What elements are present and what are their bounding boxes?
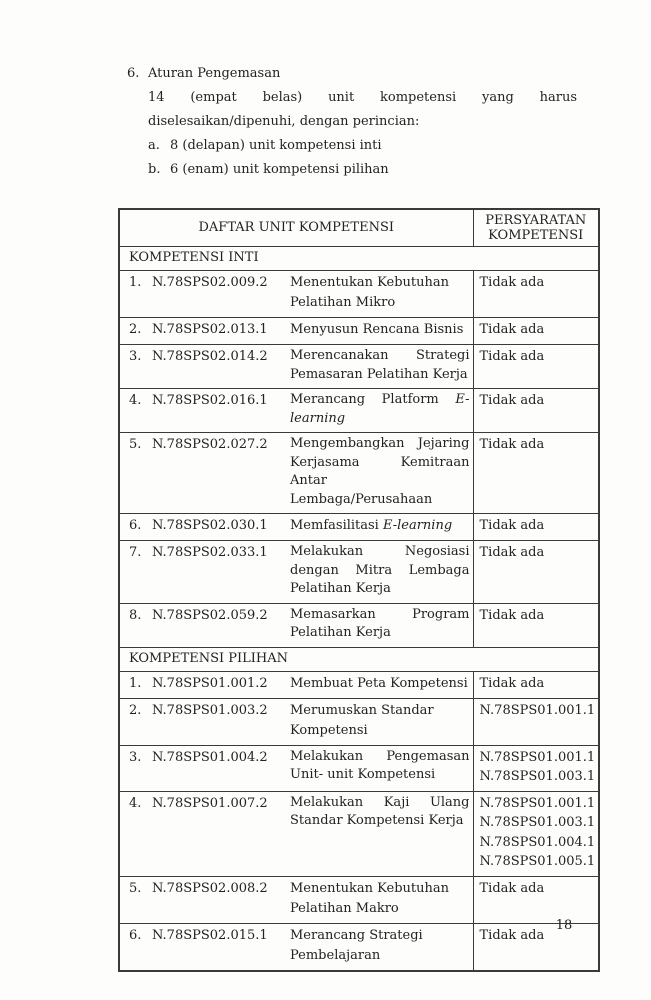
text-segment: Standar Kompetensi Kerja [290, 813, 464, 828]
text-segment: Melakukan Negosiasi [290, 544, 470, 559]
text-segment: Memasarkan Program [290, 606, 470, 622]
unit-row-grid [129, 391, 470, 428]
unit-title-line [290, 794, 470, 813]
unit-title [290, 926, 470, 966]
unit-title-line [290, 543, 470, 562]
row-number: 6. [129, 518, 142, 533]
requirement-line: Tidak ada [479, 607, 545, 623]
requirement-cell [473, 345, 599, 389]
text-segment: Kerjasama Kemitraan Antar [290, 454, 470, 488]
requirement-cell [473, 698, 599, 745]
unit-title-line [290, 580, 470, 599]
row-number: 6. [129, 927, 142, 943]
text-segment: Merumuskan Standar [290, 702, 434, 718]
unit-code: N.78SPS02.016.1 [152, 393, 268, 408]
unit-title-line [290, 273, 470, 293]
text-segment: dengan Mitra Lembaga [290, 562, 470, 578]
unit-title-line [290, 926, 470, 946]
requirement-line: N.78SPS01.005.1 [479, 854, 596, 869]
unit-title [290, 879, 470, 919]
unit-title-line [290, 899, 470, 919]
unit-cell [119, 923, 473, 971]
row-number: 1. [129, 675, 142, 691]
table-row [119, 389, 599, 433]
row-number: 5. [129, 437, 142, 452]
table-row [119, 791, 599, 876]
row-number: 4. [129, 393, 142, 408]
unit-title-line [290, 366, 470, 385]
unit-cell [119, 433, 473, 514]
unit-row-grid [129, 674, 470, 694]
unit-row-grid [129, 606, 470, 643]
unit-cell [119, 603, 473, 647]
requirement-line: Tidak ada [479, 880, 545, 896]
requirement-cell [473, 745, 599, 791]
section-title: KOMPETENSI INTI [119, 247, 599, 271]
unit-code: N.78SPS02.009.2 [152, 275, 268, 290]
table-row [119, 271, 599, 318]
table-row [119, 603, 599, 647]
table-row [119, 541, 599, 604]
unit-title-line [290, 946, 470, 966]
table-row [119, 876, 599, 923]
unit-title-line [290, 435, 470, 454]
header-daftar-unit-kompetensi: DAFTAR UNIT KOMPETENSI [119, 209, 473, 247]
row-number: 4. [129, 795, 142, 811]
unit-row-grid [129, 701, 470, 741]
text-segment: Melakukan Pengemasan [290, 748, 470, 764]
unit-code: N.78SPS02.015.1 [152, 927, 268, 943]
unit-title-line [290, 748, 470, 767]
requirement-line: Tidak ada [479, 393, 545, 408]
header-persyaratan-kompetensi: PERSYARATAN KOMPETENSI [473, 209, 599, 247]
unit-title-line [290, 701, 470, 721]
table-row [119, 671, 599, 698]
unit-cell [119, 345, 473, 389]
requirement-line: Tidak ada [479, 322, 545, 337]
requirement-line: Tidak ada [479, 275, 545, 290]
unit-title-line [290, 293, 470, 313]
unit-cell [119, 541, 473, 604]
unit-row-grid [129, 879, 470, 919]
text-segment: Unit- unit Kompetensi [290, 767, 436, 782]
requirement-line: N.78SPS01.003.1 [479, 815, 596, 830]
paragraph-line: diselesaikan/dipenuhi, dengan perincian: [148, 114, 420, 129]
text-segment: Melakukan Kaji Ulang [290, 794, 470, 810]
section-heading: Aturan Pengemasan [148, 66, 281, 81]
text-segment: Membuat Peta Kompetensi [290, 675, 468, 691]
text-segment: Menyusun Rencana Bisnis [290, 322, 464, 337]
unit-cell [119, 876, 473, 923]
table-row [119, 433, 599, 514]
unit-title [290, 391, 470, 428]
unit-code: N.78SPS02.027.2 [152, 437, 268, 452]
unit-title-line [290, 721, 470, 741]
unit-title [290, 273, 470, 313]
unit-cell [119, 791, 473, 876]
text-segment: Mengembangkan Jejaring [290, 436, 470, 451]
text-segment: Pemasaran Pelatihan Kerja [290, 366, 468, 382]
text-segment: Merancang Platform [290, 392, 456, 407]
unit-cell [119, 514, 473, 541]
unit-title [290, 435, 470, 509]
table-row [119, 698, 599, 745]
table-row [119, 345, 599, 389]
unit-title-line [290, 812, 470, 831]
intro-heading-row [127, 62, 587, 86]
text-segment: Merencanakan Strategi [290, 348, 470, 363]
row-number: 7. [129, 545, 142, 560]
unit-cell [119, 318, 473, 345]
row-number: 1. [129, 275, 142, 290]
table-row [119, 745, 599, 791]
row-number: 3. [129, 749, 142, 765]
table-body [119, 247, 599, 971]
table-header-row [119, 209, 599, 247]
unit-title [290, 320, 470, 340]
unit-title-line [290, 766, 470, 785]
requirement-cell [473, 791, 599, 876]
requirement-cell [473, 541, 599, 604]
text-segment: Pelatihan Makro [290, 900, 399, 916]
requirement-line: N.78SPS01.003.1 [479, 769, 596, 784]
unit-cell [119, 671, 473, 698]
row-number: 3. [129, 349, 142, 364]
unit-code: N.78SPS01.001.2 [152, 675, 268, 691]
row-number: 5. [129, 880, 142, 896]
unit-code: N.78SPS02.059.2 [152, 607, 268, 623]
text-segment: Lembaga/Perusahaan [290, 491, 433, 507]
text-segment: Pelatihan Mikro [290, 295, 396, 310]
requirement-line: Tidak ada [479, 927, 545, 943]
paragraph-line: 14 (empat belas) unit kompetensi yang harus [148, 90, 577, 105]
section-title-row [119, 247, 599, 271]
sub-item-text: 6 (enam) unit kompetensi pilihan [170, 161, 389, 177]
unit-title-line [290, 454, 470, 491]
unit-row-grid [129, 794, 470, 831]
unit-code: N.78SPS02.033.1 [152, 545, 268, 560]
requirement-cell [473, 271, 599, 318]
unit-title [290, 701, 470, 741]
unit-title [290, 543, 470, 599]
sub-list-item [148, 158, 587, 182]
row-number: 2. [129, 702, 142, 718]
unit-title-line [290, 410, 470, 429]
competency-table [118, 208, 600, 972]
unit-code: N.78SPS02.014.2 [152, 349, 268, 364]
unit-code: N.78SPS02.030.1 [152, 518, 268, 533]
unit-title-line [290, 391, 470, 410]
requirement-cell [473, 514, 599, 541]
page-number: 18 [555, 918, 573, 933]
italic-text: learning [290, 410, 346, 426]
text-segment: Pelatihan Kerja [290, 581, 391, 596]
unit-row-grid [129, 748, 470, 785]
table-row [119, 318, 599, 345]
unit-title-line [290, 624, 470, 643]
requirement-line: N.78SPS01.004.1 [479, 834, 596, 850]
unit-row-grid [129, 347, 470, 384]
requirement-line: Tidak ada [479, 675, 545, 691]
unit-title-line [290, 320, 470, 340]
requirement-cell [473, 603, 599, 647]
requirement-cell [473, 433, 599, 514]
requirement-cell [473, 671, 599, 698]
intro-section [127, 62, 587, 181]
unit-cell [119, 389, 473, 433]
unit-title-line [290, 562, 470, 581]
text-segment: Pembelajaran [290, 947, 381, 963]
unit-row-grid [129, 320, 470, 340]
italic-text: E- [455, 392, 470, 407]
table-row [119, 514, 599, 541]
section-title-row [119, 647, 599, 671]
row-number: 2. [129, 322, 142, 337]
unit-row-grid [129, 516, 470, 536]
unit-title [290, 606, 470, 643]
unit-title-line [290, 606, 470, 625]
requirement-line: N.78SPS01.001.1 [479, 795, 596, 811]
sub-item-letter: a. [148, 138, 160, 153]
section-title: KOMPETENSI PILIHAN [119, 647, 599, 671]
unit-cell [119, 271, 473, 318]
unit-title-line [290, 516, 470, 536]
unit-title [290, 347, 470, 384]
sub-item-letter: b. [148, 161, 161, 177]
requirement-cell [473, 389, 599, 433]
text-segment: Pelatihan Kerja [290, 625, 391, 640]
unit-title-line [290, 347, 470, 366]
unit-title [290, 794, 470, 831]
sub-item-text: 8 (delapan) unit kompetensi inti [170, 138, 382, 153]
requirement-cell [473, 318, 599, 345]
unit-title-line [290, 879, 470, 899]
requirement-line: Tidak ada [479, 518, 545, 533]
unit-code: N.78SPS01.003.2 [152, 702, 268, 718]
text-segment: Memfasilitasi [290, 518, 383, 533]
unit-title [290, 516, 470, 536]
unit-row-grid [129, 926, 470, 966]
requirement-line: N.78SPS01.001.1 [479, 749, 596, 765]
list-item-number: 6. [127, 66, 140, 81]
requirement-line: Tidak ada [479, 349, 545, 364]
unit-row-grid [129, 273, 470, 313]
requirement-line: Tidak ada [479, 437, 545, 452]
unit-title-line [290, 491, 470, 510]
unit-row-grid [129, 435, 470, 509]
text-segment: Kompetensi [290, 722, 368, 738]
text-segment: Menentukan Kebutuhan [290, 880, 450, 896]
sub-list-item [148, 134, 587, 158]
table-row [119, 923, 599, 971]
intro-paragraph [148, 86, 577, 134]
unit-code: N.78SPS01.004.2 [152, 749, 268, 765]
unit-title-line [290, 674, 470, 694]
italic-text: E-learning [382, 518, 453, 533]
row-number: 8. [129, 607, 142, 623]
unit-code: N.78SPS02.013.1 [152, 322, 268, 337]
unit-code: N.78SPS01.007.2 [152, 795, 268, 811]
unit-title [290, 674, 470, 694]
unit-code: N.78SPS02.008.2 [152, 880, 268, 896]
unit-title [290, 748, 470, 785]
requirement-line: N.78SPS01.001.1 [479, 702, 596, 718]
text-segment: Menentukan Kebutuhan [290, 275, 450, 290]
unit-cell [119, 745, 473, 791]
text-segment: Merancang Strategi [290, 927, 423, 943]
requirement-line: Tidak ada [479, 545, 545, 560]
unit-row-grid [129, 543, 470, 599]
unit-cell [119, 698, 473, 745]
